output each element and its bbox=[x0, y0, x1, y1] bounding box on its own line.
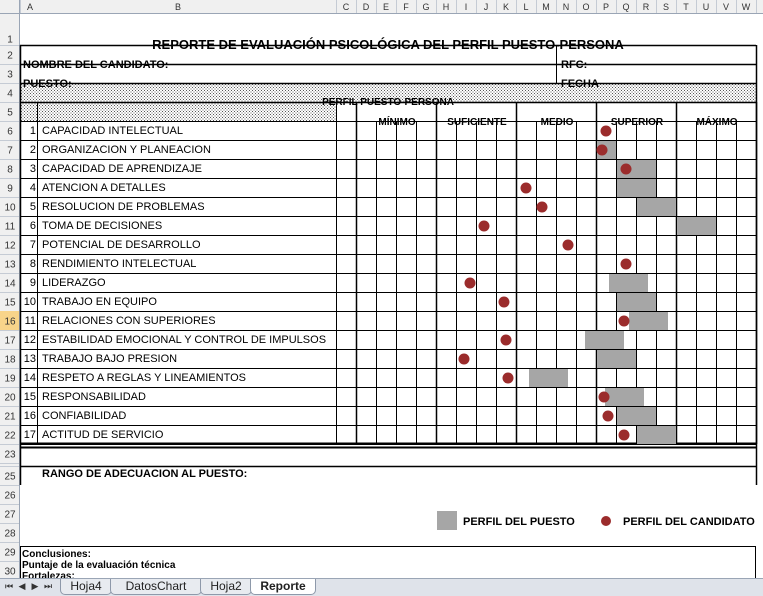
column-header-n[interactable]: N bbox=[562, 2, 570, 12]
competency-number: 5 bbox=[29, 201, 36, 213]
competency-number: 1 bbox=[29, 125, 36, 137]
column-header-g[interactable]: G bbox=[422, 2, 430, 12]
row-header-28[interactable]: 28 bbox=[4, 528, 16, 540]
row-header-4[interactable]: 4 bbox=[7, 88, 13, 100]
column-header-s[interactable]: S bbox=[662, 2, 670, 12]
row-header-13[interactable]: 13 bbox=[4, 259, 16, 271]
competency-number: 10 bbox=[23, 296, 36, 308]
technical-score-label: Puntaje de la evaluación técnica bbox=[22, 560, 176, 571]
column-header-i[interactable]: I bbox=[464, 2, 468, 12]
candidate-dot-15 bbox=[599, 392, 610, 403]
job-profile-bar-11 bbox=[629, 312, 668, 330]
competency-number: 14 bbox=[23, 372, 36, 384]
conclusions-label: Conclusiones: bbox=[22, 549, 91, 560]
legend-candidate-dot bbox=[601, 516, 611, 526]
candidate-dot-11 bbox=[619, 316, 630, 327]
column-header-k[interactable]: K bbox=[502, 2, 510, 12]
adequacy-label: RANGO DE ADECUACION AL PUESTO: bbox=[42, 468, 248, 480]
row-header-12[interactable]: 12 bbox=[4, 240, 16, 252]
strengths-label: Fortalezas: bbox=[22, 571, 75, 578]
level-medio: MEDIO bbox=[540, 117, 574, 128]
competency-label: CAPACIDAD INTELECTUAL bbox=[42, 125, 183, 137]
legend-job-swatch bbox=[437, 511, 457, 530]
column-header-u[interactable]: U bbox=[702, 2, 710, 12]
sheet-tab-bar bbox=[0, 578, 763, 596]
row-header-2[interactable]: 2 bbox=[7, 50, 13, 62]
candidate-dot-5 bbox=[537, 202, 548, 213]
job-profile-bar-17 bbox=[637, 426, 676, 444]
competency-label: TOMA DE DECISIONES bbox=[42, 220, 163, 232]
competency-number: 16 bbox=[23, 410, 36, 422]
column-header-t[interactable]: T bbox=[683, 2, 689, 12]
row-header-18[interactable]: 18 bbox=[4, 354, 16, 366]
row-header-19[interactable]: 19 bbox=[4, 373, 16, 385]
candidate-dot-7 bbox=[563, 240, 574, 251]
candidate-dot-16 bbox=[603, 411, 614, 422]
competency-number: 9 bbox=[29, 277, 36, 289]
legend-candidate-label: PERFIL DEL CANDIDATO bbox=[623, 516, 755, 528]
row-header-8[interactable]: 8 bbox=[7, 164, 13, 176]
tab-dataschart[interactable]: DatosChart bbox=[110, 579, 202, 595]
row-header-5[interactable]: 5 bbox=[7, 107, 13, 119]
competency-number: 17 bbox=[23, 429, 36, 441]
column-header-j[interactable]: J bbox=[483, 2, 489, 12]
column-header-l[interactable]: L bbox=[523, 2, 529, 12]
candidate-dot-6 bbox=[479, 221, 490, 232]
row-header-22[interactable]: 22 bbox=[4, 430, 16, 442]
row-header-21[interactable]: 21 bbox=[4, 411, 16, 423]
competency-label: RESPETO A REGLAS Y LINEAMIENTOS bbox=[42, 372, 246, 384]
column-header-b[interactable]: B bbox=[174, 2, 182, 12]
report-title: REPORTE DE EVALUACIÓN PSICOLÓGICA DEL PERFIL PUESTO-PERSONA bbox=[152, 37, 624, 52]
competency-number: 12 bbox=[23, 334, 36, 346]
competency-label: TRABAJO EN EQUIPO bbox=[42, 296, 157, 308]
column-header-r[interactable]: R bbox=[642, 2, 650, 12]
row-header-30[interactable]: 30 bbox=[4, 566, 16, 578]
job-profile-bar-10 bbox=[617, 293, 656, 311]
competency-number: 4 bbox=[29, 182, 36, 194]
row-header-1[interactable]: 1 bbox=[7, 34, 13, 46]
row-header-14[interactable]: 14 bbox=[4, 278, 16, 290]
candidate-dot-9 bbox=[465, 278, 476, 289]
job-profile-bar-5 bbox=[637, 198, 676, 216]
competency-label: ACTITUD DE SERVICIO bbox=[42, 429, 164, 441]
competency-number: 6 bbox=[29, 220, 36, 232]
job-profile-bar-12 bbox=[585, 331, 624, 349]
position-label: PUESTO: bbox=[23, 78, 72, 90]
tab-hoja4[interactable]: Hoja4 bbox=[60, 579, 112, 595]
column-header-q[interactable]: Q bbox=[622, 2, 630, 12]
candidate-dot-14 bbox=[503, 373, 514, 384]
row-header-20[interactable]: 20 bbox=[4, 392, 16, 404]
column-header-e[interactable]: E bbox=[382, 2, 390, 12]
row-header-17[interactable]: 17 bbox=[4, 335, 16, 347]
row-header-10[interactable]: 10 bbox=[4, 202, 16, 214]
column-header-v[interactable]: V bbox=[722, 2, 730, 12]
competency-label: RELACIONES CON SUPERIORES bbox=[42, 315, 216, 327]
competency-label: CONFIABILIDAD bbox=[42, 410, 127, 422]
row-header-7[interactable]: 7 bbox=[7, 145, 13, 157]
competency-label: RESOLUCION DE PROBLEMAS bbox=[42, 201, 205, 213]
candidate-name-label: NOMBRE DEL CANDIDATO: bbox=[23, 59, 169, 71]
tab-reporte[interactable]: Reporte bbox=[250, 579, 316, 595]
legend-job-label: PERFIL DEL PUESTO bbox=[463, 516, 575, 528]
competency-label: CAPACIDAD DE APRENDIZAJE bbox=[42, 163, 202, 175]
competency-number: 11 bbox=[24, 315, 36, 327]
competency-label: LIDERAZGO bbox=[42, 277, 106, 289]
level-suficiente: SUFICIENTE bbox=[447, 117, 507, 128]
column-header-h[interactable]: H bbox=[442, 2, 450, 12]
job-profile-bar-13 bbox=[597, 350, 636, 368]
row-header-3[interactable]: 3 bbox=[7, 69, 13, 81]
competency-label: ORGANIZACION Y PLANEACION bbox=[42, 144, 211, 156]
level-superior: SUPERIOR bbox=[610, 117, 664, 128]
previous-sheet-icon[interactable]: ◀ bbox=[18, 582, 26, 592]
competency-label: RENDIMIENTO INTELECTUAL bbox=[42, 258, 197, 270]
next-sheet-icon[interactable]: ▶ bbox=[31, 582, 39, 592]
competency-label: RESPONSABILIDAD bbox=[42, 391, 146, 403]
date-label: FECHA bbox=[561, 78, 599, 90]
row-header-6[interactable]: 6 bbox=[7, 126, 13, 138]
candidate-dot-10 bbox=[499, 297, 510, 308]
column-header-c[interactable]: C bbox=[342, 2, 350, 12]
column-header-w[interactable]: W bbox=[741, 2, 751, 12]
section-title: PERFIL PUESTO-PERSONA bbox=[322, 97, 454, 108]
row-header-23[interactable]: 23 bbox=[4, 449, 16, 461]
candidate-dot-2 bbox=[597, 145, 608, 156]
competency-number: 7 bbox=[29, 239, 36, 251]
job-profile-bar-14 bbox=[529, 369, 568, 387]
level-minimo: MÍNIMO bbox=[378, 117, 416, 128]
competency-number: 15 bbox=[23, 391, 36, 403]
candidate-dot-12 bbox=[501, 335, 512, 346]
level-maximo: MÁXIMO bbox=[696, 117, 738, 128]
competency-number: 8 bbox=[29, 258, 36, 270]
tab-hoja2[interactable]: Hoja2 bbox=[200, 579, 252, 595]
rfc-label: RFC: bbox=[561, 59, 588, 71]
competency-number: 2 bbox=[29, 144, 36, 156]
column-header-f[interactable]: F bbox=[403, 2, 409, 12]
competency-number: 3 bbox=[29, 163, 36, 175]
row-header-25[interactable]: 25 bbox=[4, 471, 16, 483]
competency-label: ESTABILIDAD EMOCIONAL Y CONTROL DE IMPULSOS bbox=[42, 334, 327, 346]
row-header-29[interactable]: 29 bbox=[4, 547, 16, 559]
competency-label: TRABAJO BAJO PRESION bbox=[42, 353, 178, 365]
column-header-o[interactable]: O bbox=[582, 2, 590, 12]
row-header-27[interactable]: 27 bbox=[4, 509, 16, 521]
candidate-dot-8 bbox=[621, 259, 632, 270]
row-header-16[interactable]: 16 bbox=[4, 316, 16, 328]
last-sheet-icon[interactable]: ⏭ bbox=[43, 582, 53, 592]
job-profile-bar-16 bbox=[617, 407, 656, 425]
column-header-a[interactable]: A bbox=[26, 2, 34, 12]
job-profile-bar-6 bbox=[677, 217, 716, 235]
column-header-p[interactable]: P bbox=[602, 2, 610, 12]
column-header-m[interactable]: M bbox=[542, 2, 550, 12]
competency-number: 13 bbox=[23, 353, 36, 365]
job-profile-bar-15 bbox=[605, 388, 644, 406]
candidate-dot-13 bbox=[459, 354, 470, 365]
candidate-dot-17 bbox=[619, 430, 630, 441]
row-header-11[interactable]: 11 bbox=[4, 221, 16, 233]
candidate-dot-3 bbox=[621, 164, 632, 175]
row-header-9[interactable]: 9 bbox=[7, 183, 13, 195]
job-profile-bar-9 bbox=[609, 274, 648, 292]
row-header-15[interactable]: 15 bbox=[4, 297, 16, 309]
competency-label: POTENCIAL DE DESARROLLO bbox=[42, 239, 201, 251]
first-sheet-icon[interactable]: ⏮ bbox=[4, 582, 14, 592]
job-profile-bar-4 bbox=[617, 179, 656, 197]
row-header-26[interactable]: 26 bbox=[4, 490, 16, 502]
competency-label: ATENCION A DETALLES bbox=[42, 182, 166, 194]
column-header-d[interactable]: D bbox=[362, 2, 370, 12]
candidate-dot-4 bbox=[521, 183, 532, 194]
